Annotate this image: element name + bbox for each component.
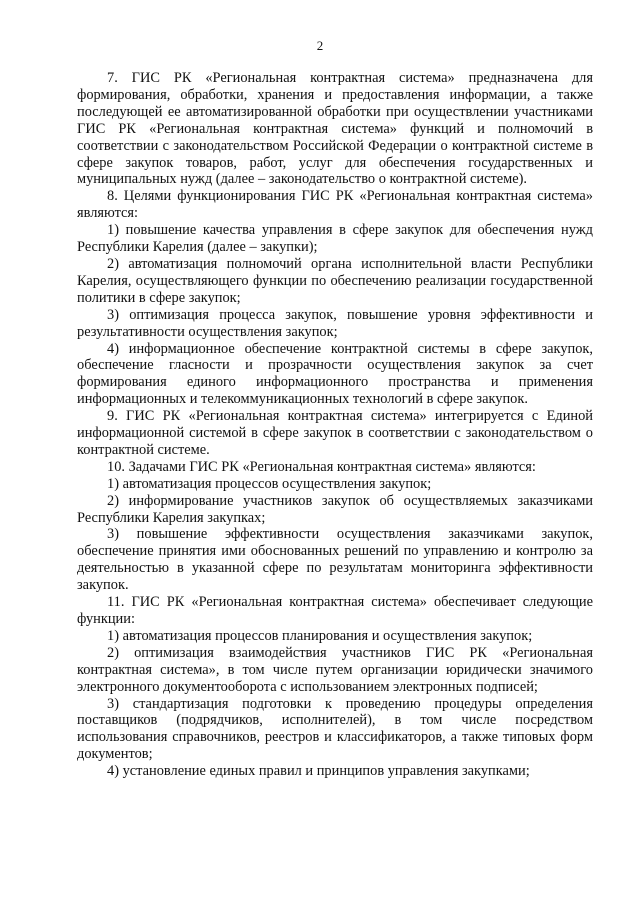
paragraph-10-item-1: 1) автоматизация процессов осуществления закупок; xyxy=(107,475,432,492)
paragraph-8: 8. Целями функционирования ГИС РК «Региональная контрактная система» являются: xyxy=(77,188,593,222)
paragraph-8-item-4: 4) информационное обеспечение контрактной системы в сфере закупок, обеспечение гласности и прозрачности осуществления закупок за счет формирования единого информационного пространства и применения информационных и телекоммуникационных технологий в сфере закупок. xyxy=(77,340,593,408)
paragraph-8-item-3: 3) оптимизация процесса закупок, повышение уровня эффективности и результативности осуществления закупок; xyxy=(77,306,593,340)
document-body xyxy=(77,70,593,780)
paragraph-11-item-4: 4) установление единых правил и принципов управления закупками; xyxy=(107,763,530,780)
paragraph-11-item-3: 3) стандартизация подготовки к проведению процедуры определения поставщиков (подрядчиков, исполнителей), в том числе посредством использования справочников, реестров и классификаторов, а также типовых форм документов; xyxy=(77,695,593,763)
paragraph-11-item-2: 2) оптимизация взаимодействия участников ГИС РК «Региональная контрактная система», в том числе путем организации юридически значимого электронного документооборота с использованием электронных подписей; xyxy=(77,644,593,695)
page-number: 2 xyxy=(316,38,324,53)
paragraph-10-item-3: 3) повышение эффективности осуществления заказчиками закупок, обеспечение принятия ими обоснованных решений по управлению и контролю за деятельностью в указанной сфере по результатам мониторинга эффективности закупок. xyxy=(77,526,593,594)
paragraph-10: 10. Задачами ГИС РК «Региональная контрактная система» являются: xyxy=(107,458,536,475)
paragraph-10-item-2: 2) информирование участников закупок об осуществляемых заказчиками Республики Карелия закупках; xyxy=(77,492,593,526)
paragraph-11-item-1: 1) автоматизация процессов планирования и осуществления закупок; xyxy=(107,627,533,644)
paragraph-9: 9. ГИС РК «Региональная контрактная система» интегрируется с Единой информационной системой в сфере закупок в соответствии с законодательством о контрактной системе. xyxy=(77,408,593,458)
paragraph-11: 11. ГИС РК «Региональная контрактная система» обеспечивает следующие функции: xyxy=(77,594,593,627)
paragraph-8-item-2: 2) автоматизация полномочий органа исполнительной власти Республики Карелия, осуществляющего функции по обеспечению реализации государственной политики в сфере закупок; xyxy=(77,255,593,306)
paragraph-8-item-1: 1) повышение качества управления в сфере закупок для обеспечения нужд Республики Карелия (далее – закупки); xyxy=(77,222,593,256)
paragraph-7: 7. ГИС РК «Региональная контрактная система» предназначена для формирования, обработки, хранения и предоставления информации, а также последующей ее автоматизированной обработки при осуществлении участниками ГИС РК «Региональная контрактная система» функций и полномочий в соответствии с законодательством Российской Федерации о контрактной системе в сфере закупок товаров, работ, услуг для обеспечения государственных и муниципальных нужд (далее – законодательство о контрактной системе). xyxy=(77,70,593,188)
